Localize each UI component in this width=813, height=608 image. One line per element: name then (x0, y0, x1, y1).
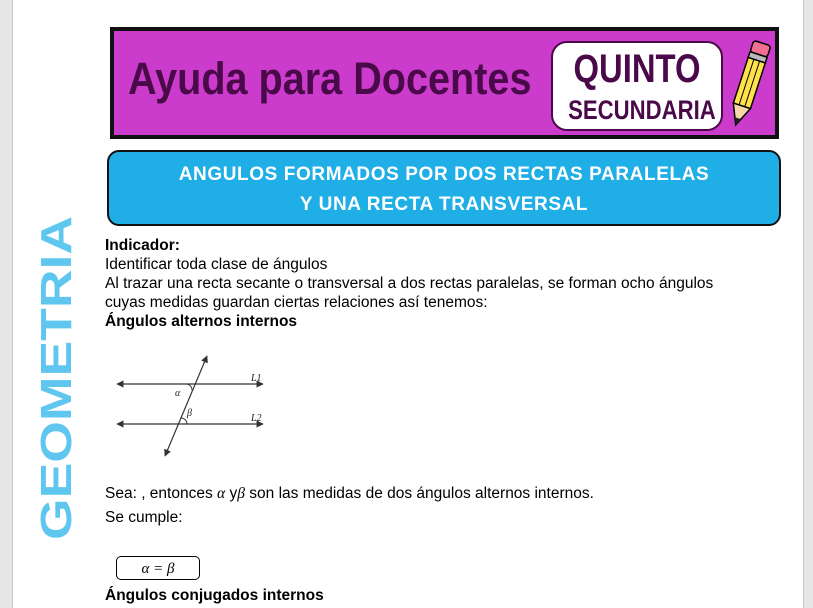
topic-box (107, 150, 781, 226)
sea-prefix: Sea: , entonces (105, 485, 213, 502)
transversal-line (165, 356, 207, 456)
sea-sentence (105, 484, 594, 503)
angle-label-beta: β (187, 408, 192, 419)
line-label-2: L2 (251, 413, 262, 424)
angle-label-alpha: α (175, 388, 181, 399)
and-word: y (229, 485, 238, 502)
grade-line1: QUINTO (573, 47, 701, 91)
side-title-text: GEOMETRIA (32, 273, 81, 540)
body-text (105, 236, 755, 331)
angle-arc-alpha (187, 384, 192, 390)
beta-symbol: β (237, 485, 245, 502)
topic-line1: ANGULOS FORMADOS POR DOS RECTAS PARALELAS (178, 164, 710, 185)
header-banner (110, 27, 779, 139)
cumple-text: Se cumple: (105, 509, 183, 526)
indicator-heading: Indicador: (105, 237, 180, 254)
side-title (32, 210, 81, 540)
equation-box: α = β (116, 556, 200, 580)
parallel-lines-figure (113, 352, 273, 460)
banner-title: Ayuda para Docentes (128, 53, 532, 104)
grade-badge (551, 41, 723, 131)
line-label-1: L1 (251, 373, 262, 384)
sea-suffix: son las medidas de dos ángulos alternos internos. (249, 485, 594, 502)
section-heading-alternos: Ángulos alternos internos (105, 313, 298, 330)
pencil-icon (726, 37, 772, 131)
topic-line2: Y UNA RECTA TRANSVERSAL (299, 194, 589, 215)
indicator-text: Identificar toda clase de ángulos (105, 256, 328, 273)
intro-paragraph: Al trazar una recta secante o transversal a dos rectas paralelas, se forman ocho ángulos cuyas medidas guardan ciertas relaciones así tenemos: (105, 275, 714, 311)
alpha-symbol: α (217, 485, 226, 502)
section-heading-conjugados: Ángulos conjugados internos (105, 587, 324, 604)
document-page (12, 0, 804, 608)
grade-line2: SECUNDARIA (568, 95, 716, 125)
